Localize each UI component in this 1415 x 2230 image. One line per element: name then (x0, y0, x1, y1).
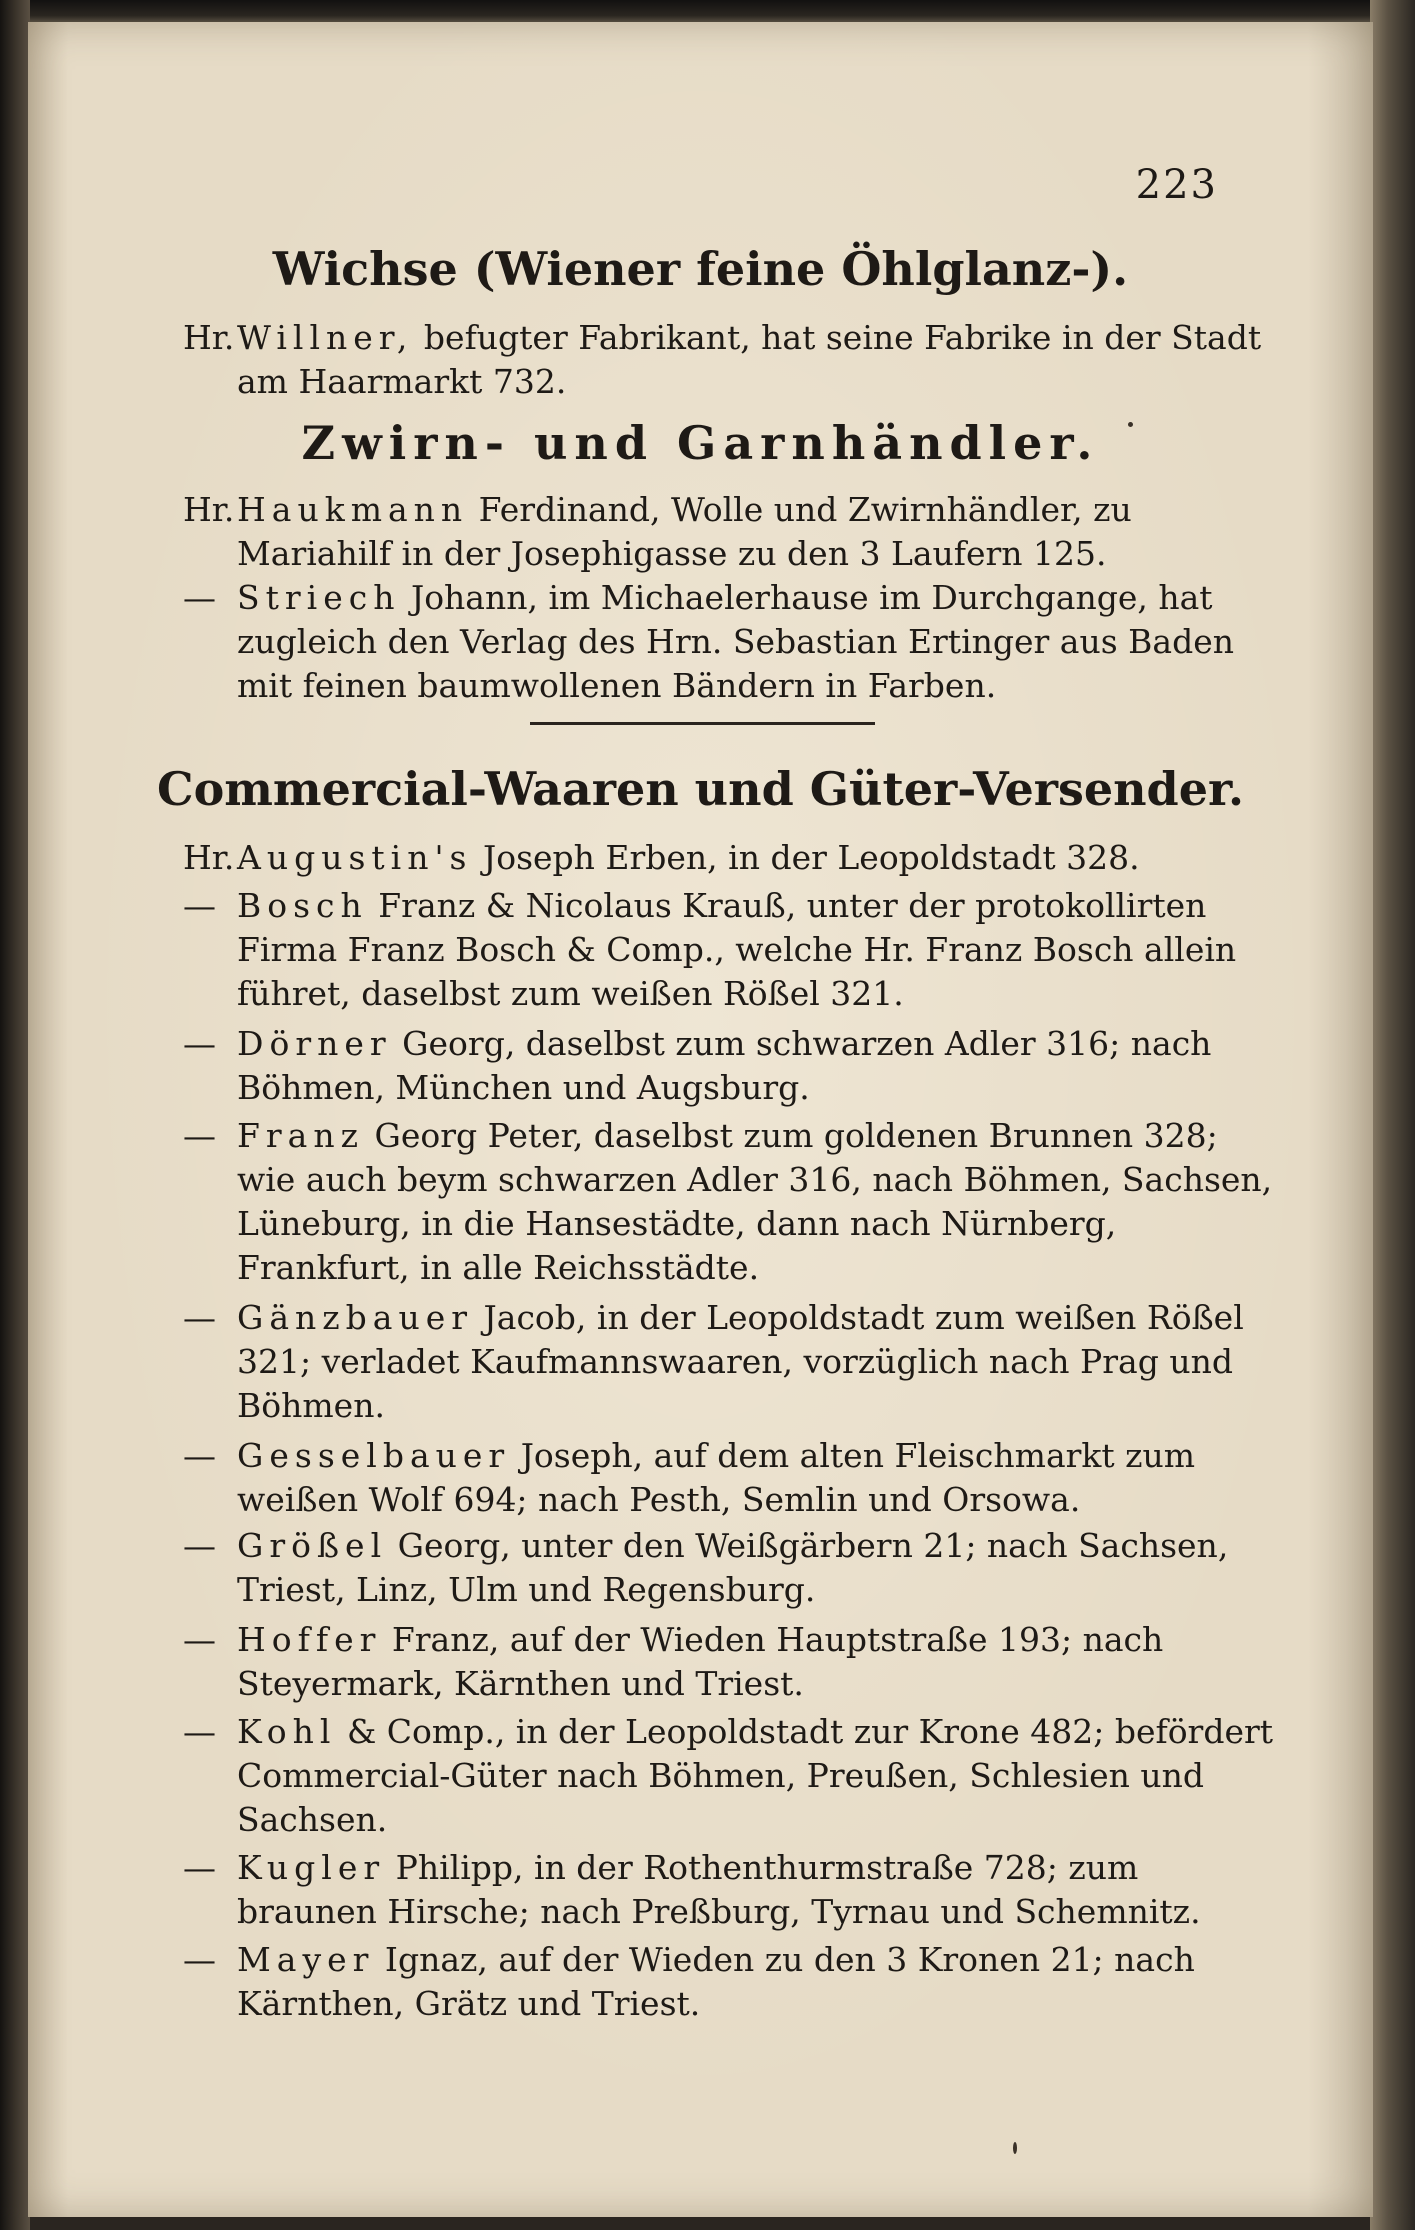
entry-name: Gesselbauer (237, 1436, 511, 1475)
entry-name: Bosch (237, 886, 368, 925)
entry-striech (183, 576, 1282, 708)
entry-franz (183, 1114, 1282, 1290)
entry-text: Johann, im Michaelerhause im Durchgange, hat zugleich den Verlag des Hrn. Sebastian Ertinger aus Baden mit feinen baumwollenen Bändern in Farben. (237, 578, 1234, 705)
entry-gaenzbauer (183, 1296, 1282, 1428)
entry-text: Georg, daselbst zum schwarzen Adler 316; nach Böhmen, München und Augsburg. (237, 1024, 1212, 1107)
entry-groessel (183, 1524, 1282, 1612)
entry-haukmann (183, 488, 1282, 576)
entry-name: Gänzbauer (237, 1298, 474, 1337)
entry-name: Größel (237, 1526, 388, 1565)
entry-name: Haukmann (237, 490, 469, 529)
entry-lead: — (183, 1848, 216, 1887)
entry-text: & Comp., in der Leopoldstadt zur Krone 482; befördert Commercial-Güter nach Böhmen, Preußen, Schlesien und Sachsen. (237, 1712, 1274, 1839)
section-heading-wichse: Wichse (Wiener feine Öhlglanz-). (272, 242, 1129, 296)
entry-name: Hoffer (237, 1620, 382, 1659)
entry-kugler (183, 1846, 1282, 1934)
entry-name: Striech (237, 578, 401, 617)
section-heading-commercial: Commercial-Waaren und Güter-Versender. (156, 762, 1245, 816)
entry-augustin (183, 836, 1282, 880)
entry-doerner (183, 1022, 1282, 1110)
page-number: 223 (1135, 162, 1218, 208)
entry-lead: Hr. (183, 490, 235, 529)
entry-hoffer (183, 1618, 1282, 1706)
entry-mayer (183, 1938, 1282, 2026)
entry-text: Ferdinand, Wolle und Zwirnhändler, zu Mariahilf in der Josephigasse zu den 3 Laufern 125. (237, 490, 1132, 573)
entry-lead: Hr. (183, 838, 235, 877)
entry-name: Kohl (237, 1712, 337, 1751)
book-page (28, 22, 1373, 2217)
entry-bosch (183, 884, 1282, 1016)
entry-text: Ignaz, auf der Wieden zu den 3 Kronen 21; nach Kärnthen, Grätz und Triest. (237, 1940, 1195, 2023)
entry-lead: Hr. (183, 318, 235, 357)
entry-name: Mayer (237, 1940, 375, 1979)
paper-speck (1013, 2142, 1017, 2154)
paper-speck (1128, 422, 1133, 427)
entry-lead: — (183, 1116, 216, 1155)
entry-willner (183, 316, 1282, 404)
entry-lead: — (183, 886, 216, 925)
entry-lead: — (183, 1940, 216, 1979)
page-block-edge (1370, 0, 1415, 2230)
entry-lead: — (183, 578, 216, 617)
entry-name: Franz (237, 1116, 364, 1155)
entry-text: Joseph, auf dem alten Fleischmarkt zum weißen Wolf 694; nach Pesth, Semlin und Orsowa. (237, 1436, 1196, 1519)
entry-text: Joseph Erben, in der Leopoldstadt 328. (472, 838, 1140, 877)
entry-lead: — (183, 1436, 216, 1475)
entry-gesselbauer (183, 1434, 1282, 1522)
entry-text: Franz, auf der Wieden Hauptstraße 193; nach Steyermark, Kärnthen und Triest. (237, 1620, 1164, 1703)
entry-kohl (183, 1710, 1282, 1842)
entry-name: Augustin's (237, 838, 473, 877)
section-heading-zwirn: Zwirn- und Garnhändler. (301, 416, 1100, 470)
entry-text: Franz & Nicolaus Krauß, unter der protokollirten Firma Franz Bosch & Comp., welche Hr. Franz Bosch allein führet, daselbst zum weißen Rößel 321. (237, 886, 1237, 1013)
entry-lead: — (183, 1024, 216, 1063)
entry-name: Kugler (237, 1848, 386, 1887)
entry-name: Willner, (237, 318, 414, 357)
section-divider (530, 722, 875, 725)
book-spine-edge (0, 0, 30, 2230)
entry-lead: — (183, 1712, 216, 1751)
entry-text: Philipp, in der Rothenthurmstraße 728; zum braunen Hirsche; nach Preßburg, Tyrnau und Schemnitz. (237, 1848, 1201, 1931)
entry-lead: — (183, 1526, 216, 1565)
entry-text: Jacob, in der Leopoldstadt zum weißen Rößel 321; verladet Kaufmannswaaren, vorzüglich nach Prag und Böhmen. (237, 1298, 1244, 1425)
entry-lead: — (183, 1298, 216, 1337)
entry-text: Georg, unter den Weißgärbern 21; nach Sachsen, Triest, Linz, Ulm und Regensburg. (237, 1526, 1229, 1609)
entry-lead: — (183, 1620, 216, 1659)
entry-text: Georg Peter, daselbst zum goldenen Brunnen 328; wie auch beym schwarzen Adler 316, nach Böhmen, Sachsen, Lüneburg, in die Hansestädte, dann nach Nürnberg, Frankfurt, in alle Reichsstädte. (237, 1116, 1273, 1287)
entry-text: befugter Fabrikant, hat seine Fabrike in der Stadt am Haarmarkt 732. (237, 318, 1262, 401)
entry-name: Dörner (237, 1024, 392, 1063)
